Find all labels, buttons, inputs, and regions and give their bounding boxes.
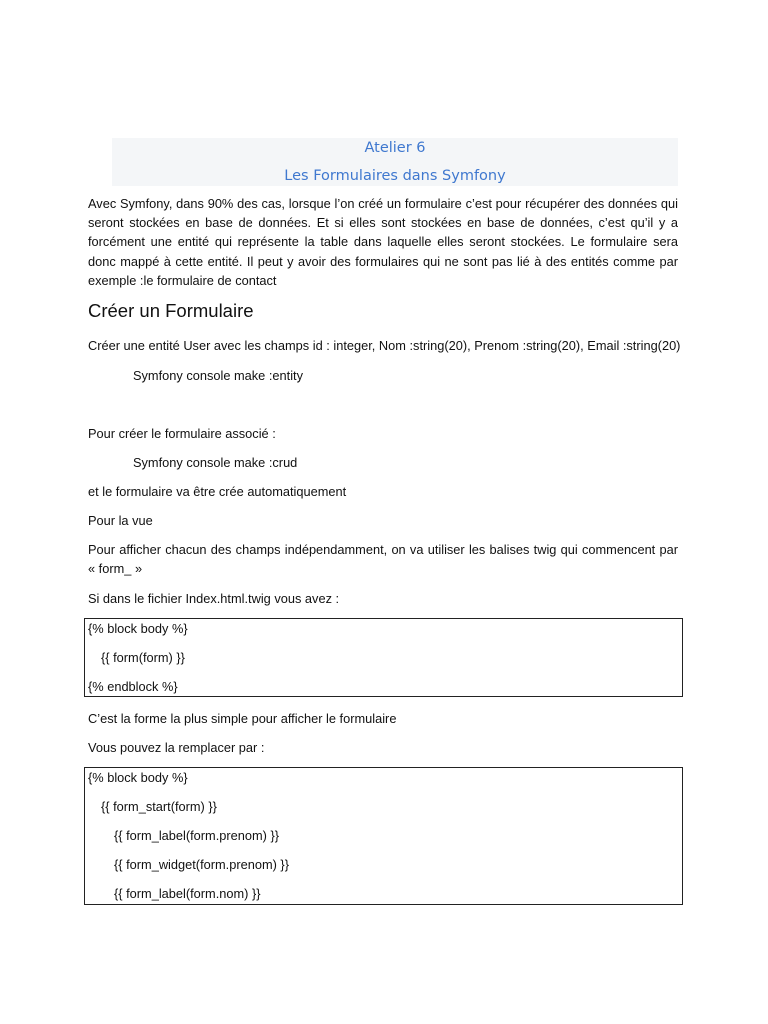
entity-instruction: Créer une entité User avec les champs id : integer, Nom :string(20), Prenom :string(20), Email :string(20) [88, 338, 681, 353]
document-subtitle: Les Formulaires dans Symfony [284, 168, 506, 184]
code-line: {% block body %} [88, 770, 188, 785]
section-heading: Créer un Formulaire [88, 300, 254, 321]
file-note: Si dans le fichier Index.html.twig vous avez : [88, 591, 340, 606]
code-line: {{ form_label(form.prenom) }} [114, 828, 280, 843]
code-line: {% endblock %} [88, 679, 178, 694]
auto-note: et le formulaire va être crée automatiquement [88, 484, 347, 499]
entity-command: Symfony console make :entity [133, 368, 303, 383]
replace-note: Vous pouvez la remplacer par : [88, 740, 265, 755]
code-line: {{ form_start(form) }} [101, 799, 217, 814]
crud-command: Symfony console make :crud [133, 455, 298, 470]
document-title: Atelier 6 [364, 140, 426, 156]
view-label: Pour la vue [88, 513, 153, 528]
form-instruction: Pour créer le formulaire associé : [88, 426, 276, 441]
simple-note: C’est la forme la plus simple pour afficher le formulaire [88, 711, 397, 726]
code-line: {{ form_label(form.nom) }} [114, 886, 261, 901]
code-line: {{ form(form) }} [101, 650, 185, 665]
twig-note: Pour afficher chacun des champs indépendamment, on va utiliser les balises twig qui commencent par « form_ » [88, 542, 678, 577]
intro-paragraph: Avec Symfony, dans 90% des cas, lorsque l’on créé un formulaire c’est pour récupérer des données qui seront stockées en base de données. Et si elles sont stockées en base de données, c’est qu’il y a forcément une entité qui représente la table dans laquelle elles seront stockées. Le formulaire sera donc mappé à cette entité. Il peut y avoir des formulaires qui ne sont pas lié à des entités comme par exemple :le formulaire de contact [88, 196, 678, 288]
code-line: {{ form_widget(form.prenom) }} [114, 857, 289, 872]
code-line: {% block body %} [88, 621, 188, 636]
